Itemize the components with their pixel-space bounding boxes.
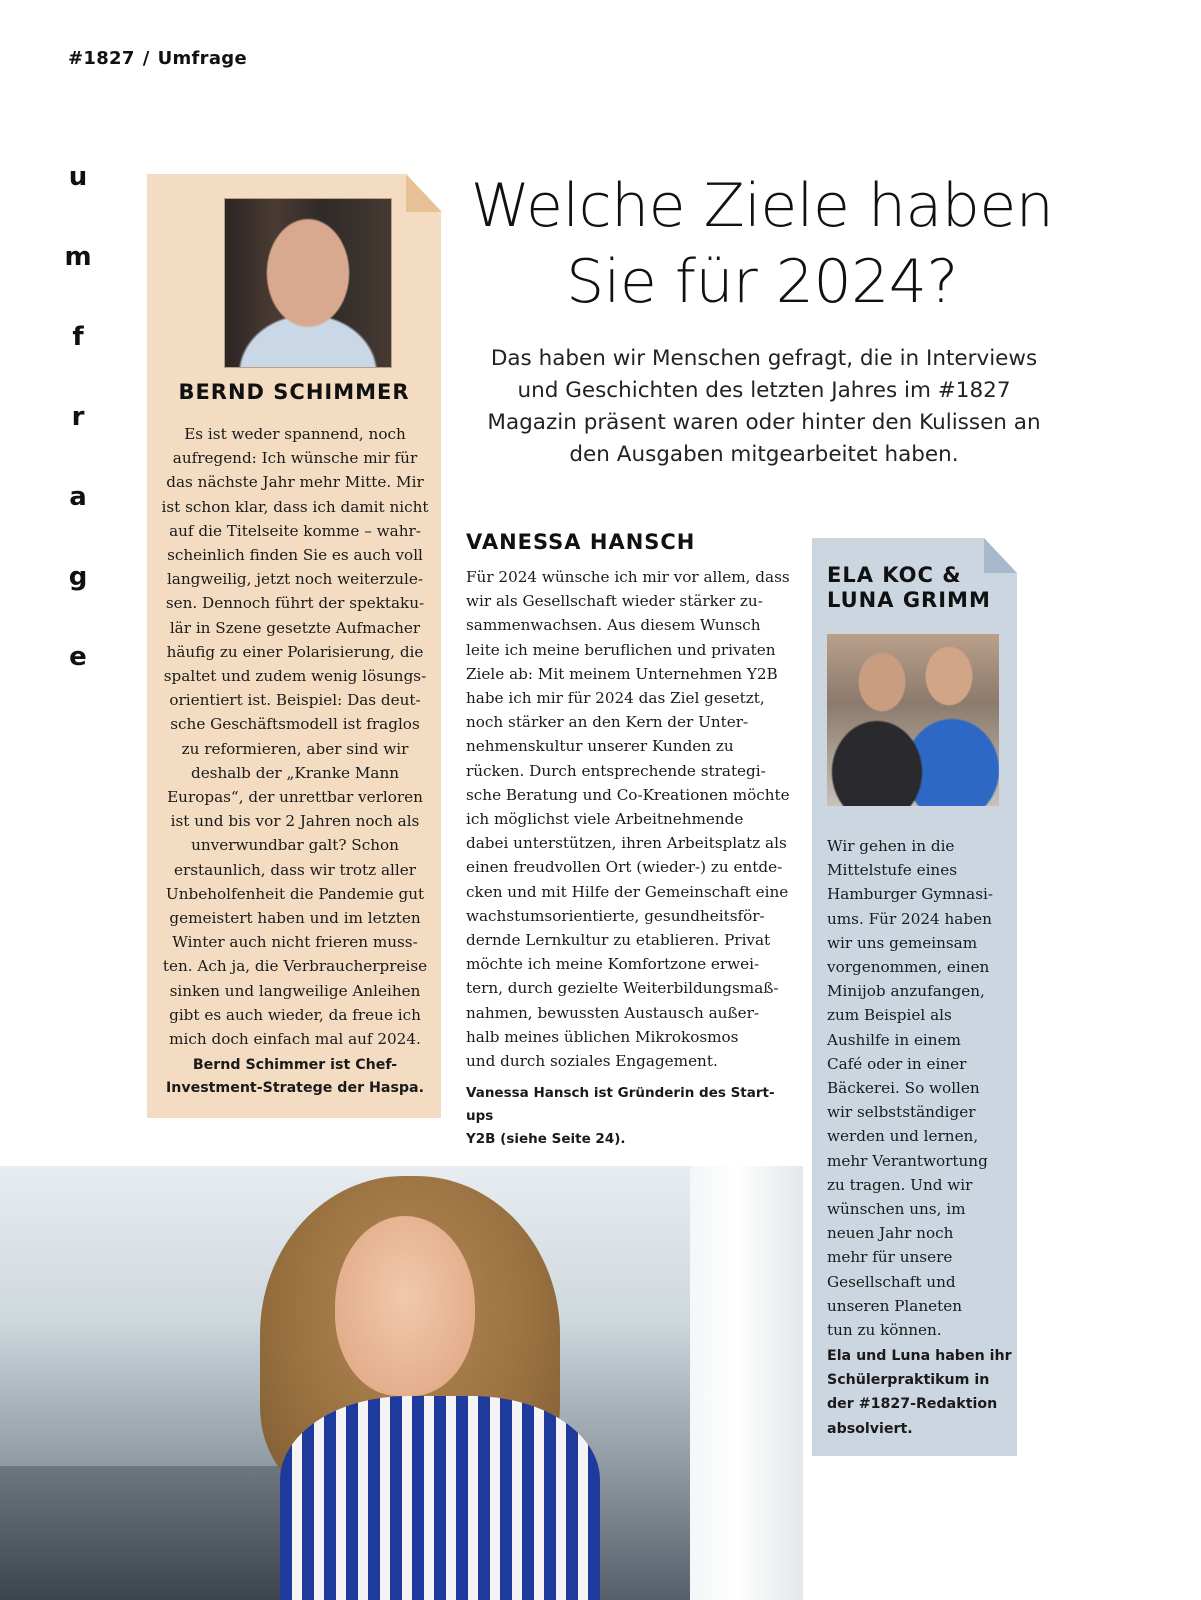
vertical-letter: e xyxy=(69,642,87,672)
photo-striped-shirt xyxy=(280,1396,600,1600)
intro-paragraph: Das haben wir Menschen gefragt, die in Interviews und Geschichten des letzten Jahres im #1827 Magazin präsent waren oder hinter den Kulissen an den Ausgaben mitgearbeitet haben. xyxy=(487,346,1041,467)
section-name: Umfrage xyxy=(157,48,247,69)
koc-grimm-statement: Wir gehen in die Mittelstufe eines Hamburger Gymnasi- ums. Für 2024 haben wir uns gemeinsam vorgenommen, einen Minijob anzufangen, zum Beispiel als Aushilfe in einem Café oder in einer Bäckerei. So wollen wir selbstständiger werden und lernen, mehr Verantwortung zu tragen. Und wir wünschen uns, im neuen Jahr noch mehr für unsere Gesellschaft und unseren Planeten tun zu können. xyxy=(827,837,993,1340)
schimmer-portrait-photo xyxy=(224,198,392,368)
hansch-statement: Für 2024 wünsche ich mir vor allem, dass wir als Gesellschaft wieder stärker zu- sammenwachsen. Aus diesem Wunsch leite ich meine beruflichen und privaten Ziele ab: Mit meinem Unternehmen Y2B habe ich mir für 2024 das Ziel gesetzt, noch stärker an den Kern der Unter- nehmenskultur unserer Kunden zu rücken. Durch entsprechende strategi- sche Beratung und Co-Kreationen möchte ich möglichst viele Arbeitnehmende dabei unterstützen, ihren Arbeitsplatz als einen freudvollen Ort (wieder-) zu entde- cken und mit Hilfe der Gemeinschaft eine wachstumsorientierte, gesundheitsför- dernde Lernkultur zu etablieren. Privat möchte ich meine Komfortzone erwei- tern, durch gezielte Weiterbildungsmaß- nahmen, bewussten Austausch außer- halb meines üblichen Mikrokosmos und durch soziales Engagement. xyxy=(466,568,790,1071)
hansch-portrait-photo xyxy=(0,1166,803,1600)
kicker-separator: / xyxy=(142,48,150,69)
schimmer-box-corner-fold xyxy=(406,174,442,212)
koc-grimm-names: ELA KOC & LUNA GRIMM xyxy=(827,563,991,612)
photo-face xyxy=(335,1216,475,1396)
page-headline: Welche Ziele haben Sie für 2024? xyxy=(470,171,1054,317)
hansch-bio: Vanessa Hansch ist Gründerin des Start-ups Y2B (siehe Seite 24). xyxy=(466,1085,775,1147)
section-kicker xyxy=(68,48,247,69)
schimmer-bio: Bernd Schimmer ist Chef- Investment-Stratege der Haspa. xyxy=(165,1057,425,1096)
hansch-name: VANESSA HANSCH xyxy=(466,530,696,554)
photo-office-furniture xyxy=(0,1466,300,1600)
vertical-letter: u xyxy=(68,162,88,192)
schimmer-statement: Es ist weder spannend, noch aufregend: Ich wünsche mir für das nächste Jahr mehr Mitte. Mir ist schon klar, dass ich damit nicht auf die Titelseite komme – wahr- scheinlich finden Sie es auch voll langweilig, jetzt noch weiterzule- sen. Dennoch führt der spektaku- lär in Szene gesetzte Aufmacher häufig zu einer Polarisierung, die spaltet und zudem wenig lösungs- orientiert ist. Beispiel: Das deut- sche Geschäftsmodell ist fraglos zu reformieren, aber sind wir deshalb der „Kranke Mann Europas“, der unrettbar verloren ist und bis vor 2 Jahren noch als unverwundbar galt? Schon erstaunlich, dass wir trotz aller Unbeholfenheit die Pandemie gut gemeistert haben und im letzten Winter auch nicht frieren muss- ten. Ach ja, die Verbraucherpreise sinken und langweilige Anleihen gibt es auch wieder, da freue ich mich doch einfach mal auf 2024. xyxy=(161,425,429,1049)
schimmer-name: BERND SCHIMMER xyxy=(178,380,410,404)
vertical-letter: m xyxy=(64,242,92,272)
vertical-section-word xyxy=(60,162,96,722)
vertical-letter: g xyxy=(68,562,88,592)
photo-window xyxy=(690,1166,803,1600)
issue-number: #1827 xyxy=(68,48,135,69)
koc-grimm-bio: Ela und Luna haben ihr Schülerpraktikum in der #1827-Redaktion absolviert. xyxy=(827,1348,1012,1437)
vertical-letter: r xyxy=(71,402,85,432)
vertical-letter: a xyxy=(69,482,87,512)
koc-grimm-photo xyxy=(827,634,999,806)
vertical-letter: f xyxy=(72,322,84,352)
